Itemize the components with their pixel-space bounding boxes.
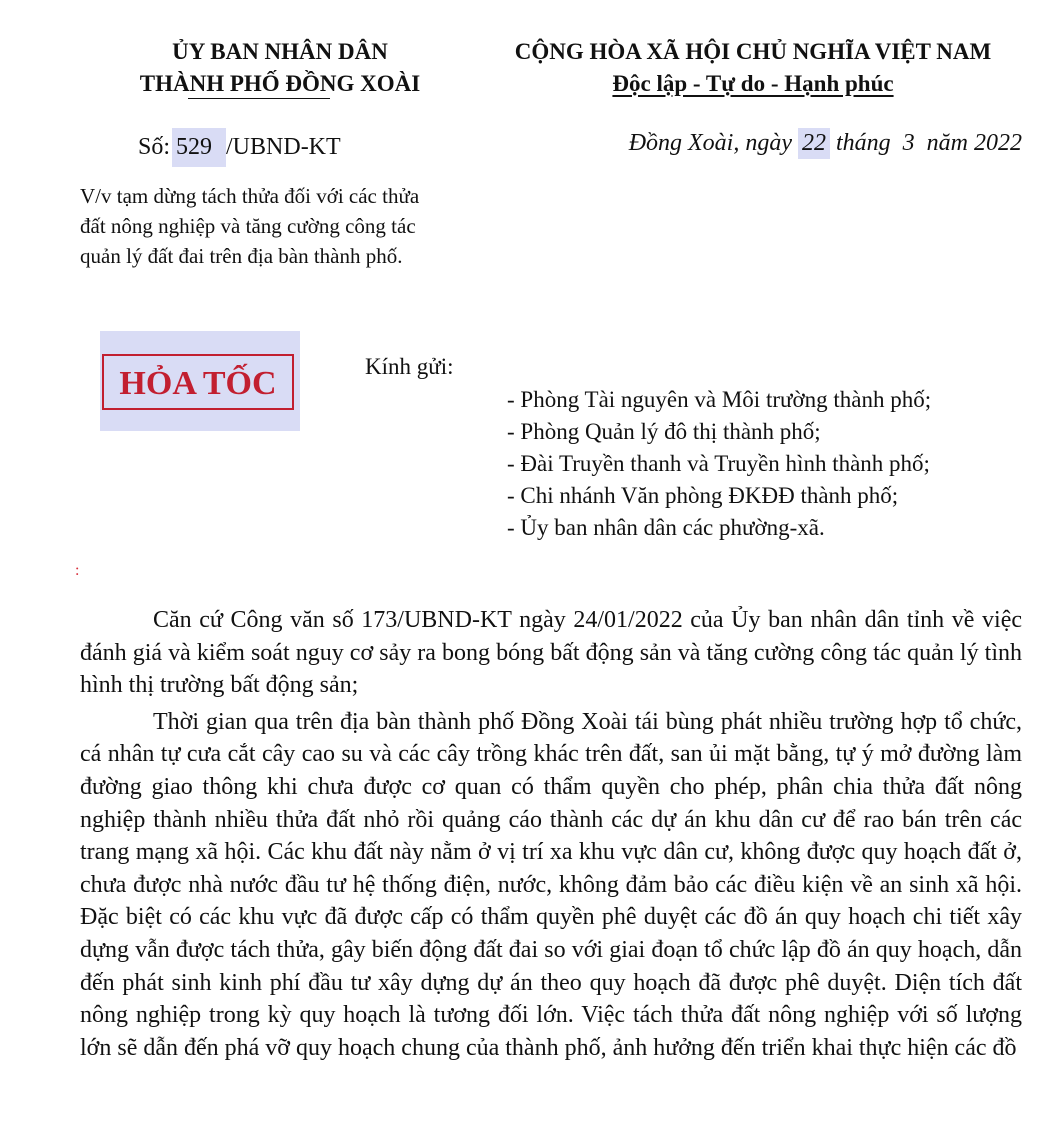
nation-title: CỘNG HÒA XÃ HỘI CHỦ NGHĨA VIỆT NAM bbox=[514, 39, 992, 64]
issuer-line-2: THÀNH PHỐ ĐỒNG XOÀI bbox=[139, 71, 421, 96]
document-number bbox=[138, 128, 341, 167]
number-label: Số: bbox=[138, 134, 171, 160]
date-day: 22 bbox=[798, 128, 830, 159]
issue-date bbox=[629, 128, 1022, 159]
margin-mark: : bbox=[75, 562, 80, 579]
nation-block bbox=[470, 36, 1036, 100]
body-paragraph-2: Thời gian qua trên địa bàn thành phố Đồng Xoài tái bùng phát nhiều trường hợp tổ chức, cá nhân tự cưa cắt cây cao su và các cây trồng khác trên đất, san ủi mặt bằng, tự ý mở đường làm đường giao thông khi chưa được cơ quan có thẩm quyền cho phép, phân chia thửa đất nông nghiệp thành nhiều thửa đất nhỏ rồi quảng cáo thành các dự án khu dân cư để rao bán trên các trang mạng xã hội. Các khu đất này nằm ở vị trí xa khu vực dân cư, không được quy hoạch đất ở, chưa được nhà nước đầu tư hệ thống điện, nước, không đảm bảo các điều kiện về an sinh xã hội. Đặc biệt có các khu vực đã được cấp có thẩm quyền phê duyệt các đồ án quy hoạch chi tiết xây dựng vẫn được tách thửa, gây biến động đất đai so với giai đoạn tổ chức lập đồ án quy hoạch, dẫn đến phát sinh kinh phí đầu tư xây dựng dự án theo quy hoạch đã được phê duyệt. Diện tích đất nông nghiệp trong kỳ quy hoạch là tương đối lớn. Việc tách thửa đất nông nghiệp với số lượng lớn sẽ dẫn đến phá vỡ quy hoạch chung của thành phố, ảnh hưởng đến triển khai thực hiện các đồ bbox=[80, 708, 1022, 1061]
number-value: 529 bbox=[172, 128, 226, 167]
motto: Độc lập - Tự do - Hạnh phúc bbox=[612, 71, 894, 96]
recipient-item: - Phòng Tài nguyên và Môi trường thành phố; bbox=[507, 387, 932, 412]
date-prefix: Đồng Xoài, ngày bbox=[628, 130, 792, 156]
recipient-item: - Đài Truyền thanh và Truyền hình thành phố; bbox=[507, 451, 930, 476]
issuer-block bbox=[60, 36, 500, 100]
body-paragraph-1: Căn cứ Công văn số 173/UBND-KT ngày 24/01/2022 của Ủy ban nhân dân tỉnh về việc đánh giá và kiểm soát nguy cơ sảy ra bong bóng bất động sản và tăng cường công tác quản lý tình hình thị trường bất động sản; bbox=[80, 607, 1022, 699]
addressee-label: Kính gửi: bbox=[365, 354, 454, 379]
recipient-item: - Phòng Quản lý đô thị thành phố; bbox=[507, 419, 821, 444]
issuer-line-1: ỦY BAN NHÂN DÂN bbox=[172, 39, 388, 64]
subject-summary: V/v tạm dừng tách thửa đối với các thửa đất nông nghiệp và tăng cường công tác quản lý đất đai trên địa bàn thành phố. bbox=[80, 184, 420, 268]
date-rest: tháng 3 năm 2022 bbox=[836, 130, 1022, 156]
recipient-list bbox=[507, 384, 1027, 544]
recipient-item: - Ủy ban nhân dân các phường-xã. bbox=[507, 515, 825, 540]
document-body bbox=[80, 604, 1022, 1068]
recipient-item: - Chi nhánh Văn phòng ĐKĐĐ thành phố; bbox=[507, 483, 899, 508]
issuer-underline bbox=[188, 98, 330, 99]
number-suffix: /UBND-KT bbox=[226, 134, 341, 160]
urgent-stamp: HỎA TỐC bbox=[102, 354, 294, 410]
